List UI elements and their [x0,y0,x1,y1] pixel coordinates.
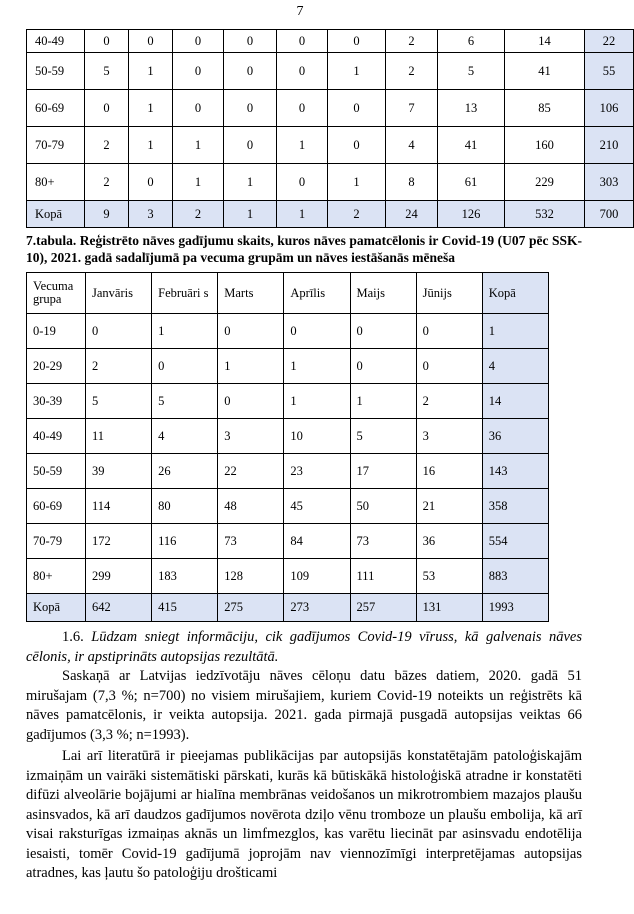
value-cell: 7 [386,90,438,127]
autopsy-stats-paragraph: Saskaņā ar Latvijas iedzīvotāju nāves cēloņu datu bāzes datiem, 2020. gadā 51 mirušajam (7,3 %; n=700) no visiem mirušajiem, kuriem Covid-19 noteikts un reģistrēts kā nāves pamatcēlonis, ir veikta autopsija. 2021. gada pirmajā pusgadā autopsijas veiktas 66 gadījumos (3,3 %; n=1993). [26,668,582,743]
value-cell: 1 [277,127,328,164]
value-cell: 1 [129,127,173,164]
value-cell: 0 [416,314,482,349]
age-group-cell: 40-49 [27,419,86,454]
value-cell: 0 [277,164,328,201]
value-cell: 0 [129,30,173,53]
value-cell: 160 [505,127,585,164]
total-cell: 106 [585,90,634,127]
value-cell: 73 [218,524,284,559]
age-group-cell: Kopā [27,201,85,228]
value-cell: 22 [218,454,284,489]
table-row [27,30,634,53]
value-cell: 114 [86,489,152,524]
value-cell: 3 [218,419,284,454]
value-cell: 1 [173,127,224,164]
table-row [27,201,634,228]
value-cell: 0 [152,349,218,384]
value-cell: 13 [438,90,505,127]
value-cell: 5 [152,384,218,419]
value-cell: 1 [129,53,173,90]
table-row [27,127,634,164]
table-7 [26,272,549,622]
header-cell: Februāri s [152,273,218,314]
value-cell: 0 [224,127,277,164]
table-row [27,454,549,489]
total-cell: 303 [585,164,634,201]
value-cell: 41 [505,53,585,90]
value-cell: 3 [129,201,173,228]
value-cell: 0 [85,90,129,127]
header-cell: Kopā [482,273,548,314]
value-cell: 53 [416,559,482,594]
value-cell: 80 [152,489,218,524]
age-group-cell: 30-39 [27,384,86,419]
value-cell: 5 [438,53,505,90]
value-cell: 2 [416,384,482,419]
value-cell: 257 [350,594,416,622]
value-cell: 0 [129,164,173,201]
header-cell: Aprīlis [284,273,350,314]
total-cell: 883 [482,559,548,594]
value-cell: 0 [328,30,386,53]
age-group-cell: 60-69 [27,90,85,127]
total-cell: 1 [482,314,548,349]
value-cell: 0 [85,30,129,53]
total-cell: 1993 [482,594,548,622]
age-group-cell: 40-49 [27,30,85,53]
table-7-caption: 7.tabula. Reģistrēto nāves gadījumu skaits, kuros nāves pamatcēlonis ir Covid-19 (U07 pēc SSK-10), 2021. gadā sadalījumā pa vecuma grupām un nāves iestāšanās mēneša [26,233,582,265]
value-cell: 26 [152,454,218,489]
value-cell: 17 [350,454,416,489]
value-cell: 275 [218,594,284,622]
value-cell: 183 [152,559,218,594]
value-cell: 131 [416,594,482,622]
value-cell: 84 [284,524,350,559]
value-cell: 0 [173,53,224,90]
header-cell: Maijs [350,273,416,314]
value-cell: 1 [224,201,277,228]
value-cell: 14 [505,30,585,53]
age-group-cell: 70-79 [27,524,86,559]
age-group-cell: 50-59 [27,454,86,489]
value-cell: 0 [416,349,482,384]
total-cell: 36 [482,419,548,454]
value-cell: 1 [284,349,350,384]
value-cell: 0 [277,53,328,90]
value-cell: 1 [328,164,386,201]
value-cell: 1 [218,349,284,384]
value-cell: 0 [328,90,386,127]
table-row [27,559,549,594]
age-group-cell: 50-59 [27,53,85,90]
value-cell: 73 [350,524,416,559]
value-cell: 0 [350,314,416,349]
total-cell: 55 [585,53,634,90]
value-cell: 128 [218,559,284,594]
value-cell: 24 [386,201,438,228]
value-cell: 299 [86,559,152,594]
value-cell: 1 [284,384,350,419]
value-cell: 85 [505,90,585,127]
age-group-cell: 80+ [27,164,85,201]
age-group-cell: 0-19 [27,314,86,349]
value-cell: 3 [416,419,482,454]
value-cell: 0 [173,30,224,53]
age-group-cell: 70-79 [27,127,85,164]
value-cell: 0 [224,53,277,90]
value-cell: 229 [505,164,585,201]
value-cell: 0 [284,314,350,349]
value-cell: 109 [284,559,350,594]
value-cell: 8 [386,164,438,201]
value-cell: 0 [328,127,386,164]
value-cell: 0 [350,349,416,384]
value-cell: 0 [224,30,277,53]
value-cell: 1 [224,164,277,201]
table-row [27,53,634,90]
value-cell: 48 [218,489,284,524]
header-cell: Jūnijs [416,273,482,314]
value-cell: 1 [350,384,416,419]
value-cell: 116 [152,524,218,559]
value-cell: 41 [438,127,505,164]
total-cell: 358 [482,489,548,524]
value-cell: 10 [284,419,350,454]
value-cell: 0 [224,90,277,127]
value-cell: 2 [173,201,224,228]
table-row [27,489,549,524]
total-cell: 4 [482,349,548,384]
page-number: 7 [296,4,304,19]
age-group-cell: 60-69 [27,489,86,524]
value-cell: 39 [86,454,152,489]
value-cell: 0 [173,90,224,127]
value-cell: 11 [86,419,152,454]
value-cell: 1 [173,164,224,201]
value-cell: 126 [438,201,505,228]
value-cell: 5 [350,419,416,454]
total-cell: 554 [482,524,548,559]
table-row [27,90,634,127]
value-cell: 1 [328,53,386,90]
value-cell: 1 [129,90,173,127]
value-cell: 1 [277,201,328,228]
value-cell: 36 [416,524,482,559]
value-cell: 0 [218,384,284,419]
header-cell: Janvāris [86,273,152,314]
value-cell: 61 [438,164,505,201]
value-cell: 532 [505,201,585,228]
value-cell: 4 [152,419,218,454]
value-cell: 172 [86,524,152,559]
value-cell: 0 [86,314,152,349]
age-group-cell: 20-29 [27,349,86,384]
value-cell: 6 [438,30,505,53]
table-row [27,164,634,201]
table-header-row [27,273,549,314]
value-cell: 1 [152,314,218,349]
header-cell: Marts [218,273,284,314]
value-cell: 45 [284,489,350,524]
question-text: Lūdzam sniegt informāciju, cik gadījumos Covid-19 vīruss, kā galvenais nāves cēlonis, ir apstiprināts autopsijas rezultātā. [26,629,583,665]
value-cell: 5 [85,53,129,90]
value-cell: 2 [386,53,438,90]
value-cell: 9 [85,201,129,228]
total-cell: 210 [585,127,634,164]
value-cell: 642 [86,594,152,622]
value-cell: 2 [328,201,386,228]
value-cell: 111 [350,559,416,594]
value-cell: 0 [218,314,284,349]
value-cell: 0 [277,30,328,53]
table-6 [26,29,634,228]
value-cell: 50 [350,489,416,524]
age-group-cell: 80+ [27,559,86,594]
value-cell: 2 [85,127,129,164]
table-row [27,314,549,349]
value-cell: 2 [85,164,129,201]
value-cell: 21 [416,489,482,524]
literature-paragraph: Lai arī literatūrā ir pieejamas publikācijas par autopsijās konstatētajām patoloģiskajām izmaiņām un vairāki sistemātiski pārskati, kurās kā būtiskākā histoloģiskā atradne ir konstatēti difūzi alveolārie bojājumi ar hialīna membrānas veidošanos un mikrotrombiem mazajos plaušu asinsvados, kā arī daudzos gadījumos novērota dziļo vēnu tromboze un plaušu embolija, kā arī visai raksturīgas izmaiņas aknās un limfmezglos, kas varētu liecināt par asinsvadu endotēlija iesaisti, tomēr Covid-19 gadījumā joprojām nav viennozīmīgi interpretējamas autopsijas atradnes, kas ļautu šo patoloģiju drošticami [26,748,582,881]
value-cell: 273 [284,594,350,622]
table-row [27,594,549,622]
value-cell: 415 [152,594,218,622]
table-row [27,524,549,559]
age-group-cell: Kopā [27,594,86,622]
value-cell: 5 [86,384,152,419]
value-cell: 23 [284,454,350,489]
value-cell: 0 [277,90,328,127]
table-row [27,349,549,384]
section-number: 1.6. [62,629,84,645]
total-cell: 14 [482,384,548,419]
table-row [27,384,549,419]
total-cell: 700 [585,201,634,228]
header-cell: Vecuma grupa [27,273,86,314]
total-cell: 143 [482,454,548,489]
value-cell: 2 [86,349,152,384]
value-cell: 2 [386,30,438,53]
value-cell: 16 [416,454,482,489]
table-row [27,419,549,454]
question-paragraph [26,628,582,667]
total-cell: 22 [585,30,634,53]
value-cell: 4 [386,127,438,164]
